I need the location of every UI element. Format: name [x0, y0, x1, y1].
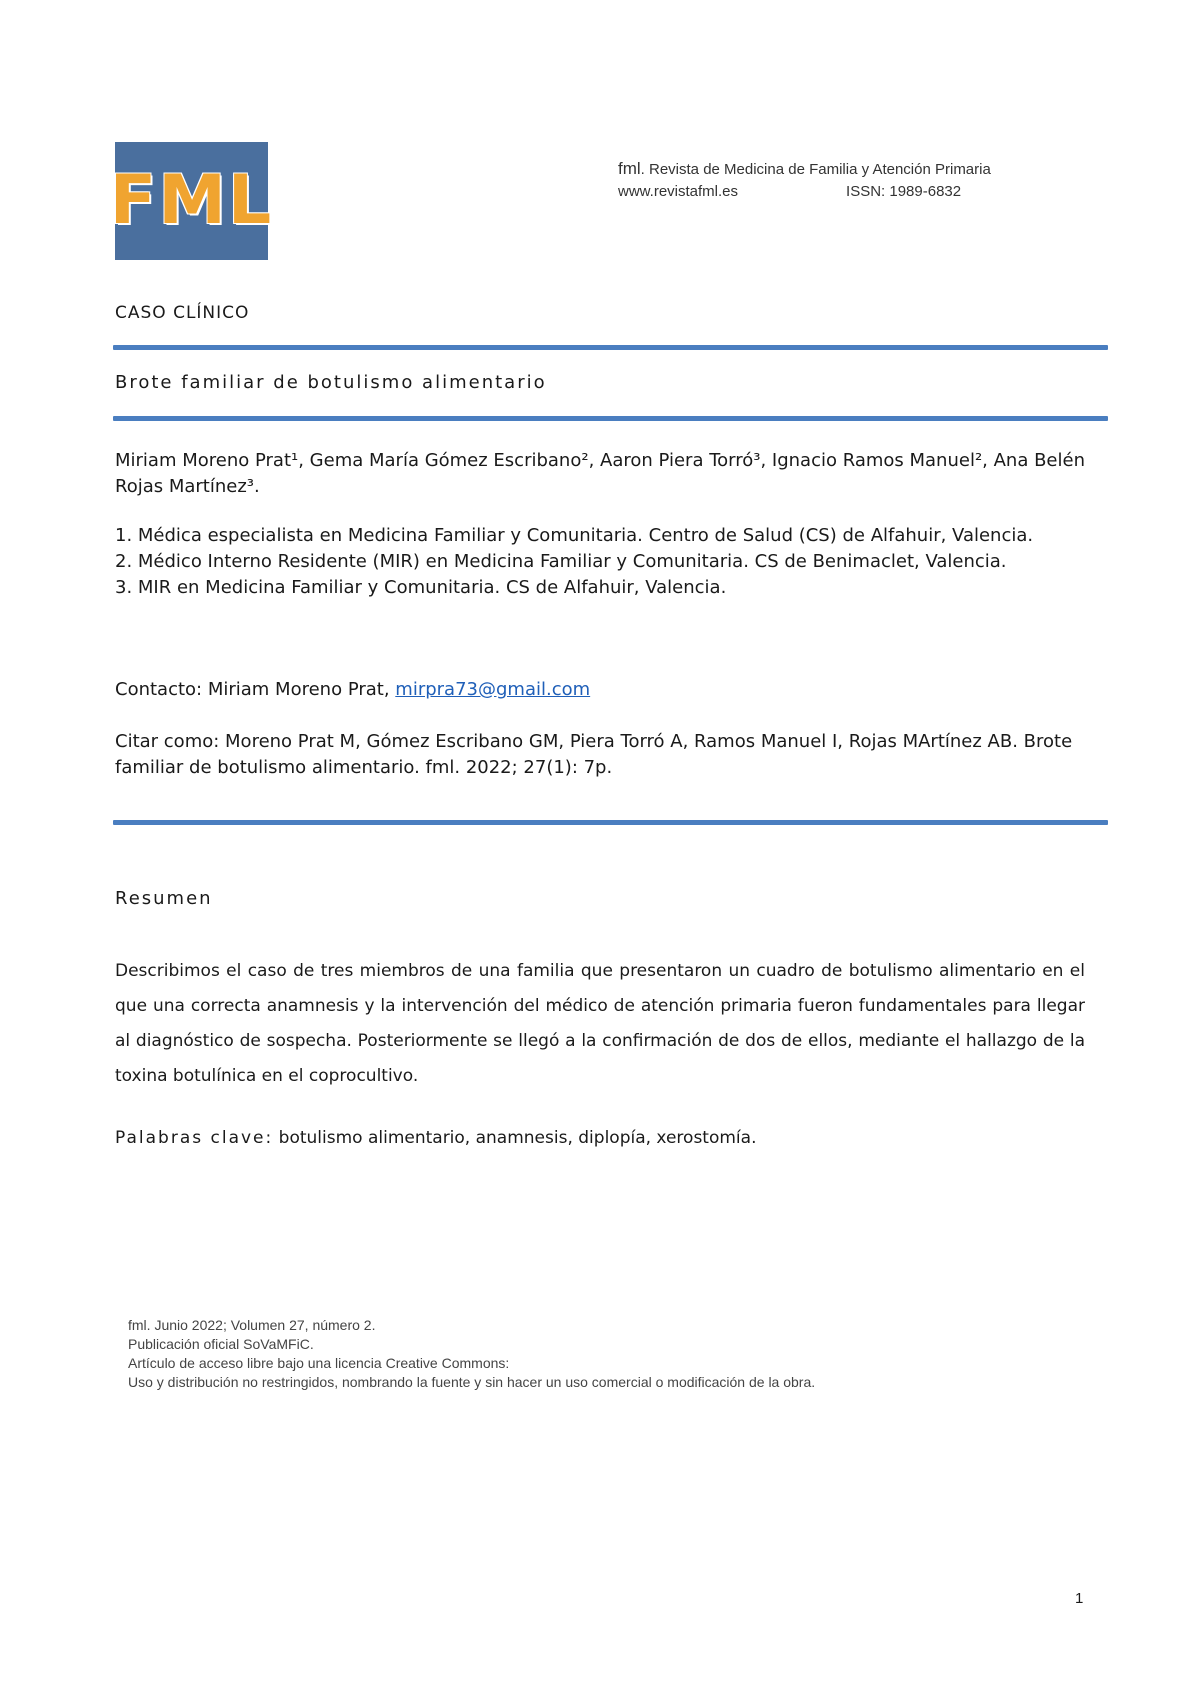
keywords [115, 1128, 756, 1148]
page-number: 1 [1075, 1590, 1084, 1607]
keywords-label: Palabras clave: [115, 1128, 274, 1148]
journal-name: . Revista de Medicina de Familia y Atención Primaria [640, 161, 991, 178]
divider-citation [113, 820, 1108, 825]
abstract-heading: Resumen [115, 888, 213, 909]
affiliation-item: 1. Médica especialista en Medicina Familiar y Comunitaria. Centro de Salud (CS) de Alfahuir, Valencia. [115, 525, 1034, 546]
footer-line: Uso y distribución no restringidos, nombrando la fuente y sin hacer un uso comercial o modificación de la obra. [128, 1374, 816, 1390]
divider-title [113, 416, 1108, 421]
journal-issn: ISSN: 1989-6832 [846, 183, 962, 200]
footer-notes [128, 1316, 888, 1392]
footer-line: fml. Junio 2022; Volumen 27, número 2. [128, 1317, 376, 1333]
journal-header [618, 158, 991, 203]
authors: Miriam Moreno Prat¹, Gema María Gómez Escribano², Aaron Piera Torró³, Ignacio Ramos Manuel², Ana Belén Rojas Martínez³. [115, 450, 1085, 497]
citation: Citar como: Moreno Prat M, Gómez Escribano GM, Piera Torró A, Ramos Manuel I, Rojas MArtínez AB. Brote familiar de botulismo alimentario. fml. 2022; 27(1): 7p. [115, 731, 1073, 778]
footer-line: Artículo de acceso libre bajo una licencia Creative Commons: [128, 1355, 510, 1371]
affiliation-item: 3. MIR en Medicina Familiar y Comunitaria. CS de Alfahuir, Valencia. [115, 577, 727, 598]
contact-label: Contacto: Miriam Moreno Prat, [115, 679, 396, 700]
article-title: Brote familiar de botulismo alimentario [115, 372, 547, 393]
journal-abbr: fml [618, 159, 641, 178]
contact-email-link[interactable]: mirpra73@gmail.com [395, 679, 591, 700]
logo-text: FML [109, 161, 274, 240]
abstract-text: Describimos el caso de tres miembros de una familia que presentaron un cuadro de botulismo alimentario en el que una correcta anamnesis y la intervención del médico de atención primaria fueron fundamentales para llegar al diagnóstico de sospecha. Posteriormente se llegó a la confirmación de dos de ellos, mediante el hallazgo de la toxina botulínica en el coprocultivo. [115, 961, 1085, 1086]
section-label: CASO CLÍNICO [115, 303, 250, 323]
affiliation-item: 2. Médico Interno Residente (MIR) en Medicina Familiar y Comunitaria. CS de Benimaclet, Valencia. [115, 551, 1007, 572]
affiliations [115, 523, 1085, 601]
footer-line: Publicación oficial SoVaMFiC. [128, 1336, 314, 1352]
keywords-value: botulismo alimentario, anamnesis, diplopía, xerostomía. [273, 1128, 757, 1148]
divider-top [113, 345, 1108, 350]
journal-url[interactable]: www.revistafml.es [618, 183, 739, 200]
contact [115, 677, 1085, 703]
journal-logo [109, 142, 274, 260]
